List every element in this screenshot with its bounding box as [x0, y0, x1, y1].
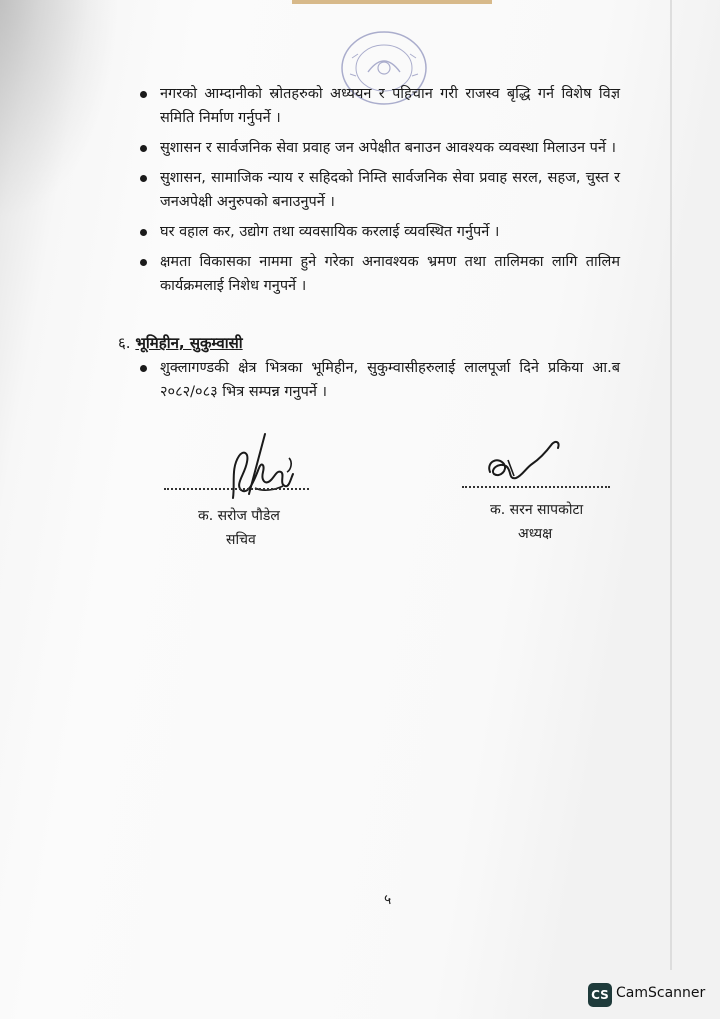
- page-shadow: [0, 0, 120, 220]
- list-item-text: सुशासन, सामाजिक न्याय र सहिदको निम्ति सार्वजनिक सेवा प्रवाह सरल, सहज, चुस्त र जनअपेक्षी अनुरुपको बनाउनुपर्ने ।: [160, 170, 620, 210]
- list-item-text: सुशासन र सार्वजनिक सेवा प्रवाह जन अपेक्षीत बनाउन आवश्यक व्यवस्था मिलाउन पर्ने ।: [160, 140, 616, 156]
- bullet-dot-icon: [140, 175, 147, 182]
- bullet-dot-icon: [140, 145, 147, 152]
- camscanner-logo-icon: CS: [588, 983, 612, 1007]
- list-item: [140, 220, 620, 244]
- list-item-text: क्षमता विकासका नाममा हुने गरेका अनावश्यक भ्रमण तथा तालिमका लागि तालिम कार्यक्रमलाई निशेध गनुपर्ने ।: [160, 254, 620, 294]
- list-item: [140, 136, 620, 160]
- paper-edge: [670, 0, 672, 970]
- camscanner-watermark: CamScanner: [616, 985, 706, 1001]
- left-signature-icon: [205, 428, 305, 506]
- top-tape-strip: [292, 0, 492, 4]
- right-signature-line: [462, 486, 610, 488]
- list-item-text: नगरको आम्दानीको स्रोतहरुको अध्ययन र पहिचान गरी राजस्व बृद्धि गर्न विशेष विज्ञ समिति निर्माण गर्नुपर्ने ।: [160, 86, 620, 126]
- section-bullet-list: [140, 356, 620, 410]
- section-heading: [118, 332, 243, 354]
- page-number: ५: [384, 892, 392, 908]
- left-signature-line: [164, 488, 309, 490]
- list-item-text: शुक्लागण्डकी क्षेत्र भित्रका भूमिहीन, सुकुम्वासीहरुलाई लालपूर्जा दिने प्रकिया आ.ब २०८२/०८३ भित्र सम्पन्न गनुपर्ने ।: [160, 360, 620, 400]
- right-signatory-title: अध्यक्ष: [518, 526, 553, 542]
- bullet-dot-icon: [140, 365, 147, 372]
- section-title: भूमिहीन, सुकुम्वासी: [135, 334, 243, 352]
- bullet-dot-icon: [140, 91, 147, 98]
- right-signature-icon: [478, 432, 568, 490]
- list-item: [140, 356, 620, 404]
- list-item: [140, 82, 620, 130]
- right-signatory-name: क. सरन सापकोटा: [490, 502, 584, 518]
- left-signatory-name: क. सरोज पौडेल: [198, 508, 280, 524]
- bullet-dot-icon: [140, 259, 147, 266]
- bullet-list: [140, 82, 620, 304]
- list-item: [140, 166, 620, 214]
- left-signatory-title: सचिव: [226, 532, 256, 548]
- bullet-dot-icon: [140, 229, 147, 236]
- list-item-text: घर वहाल कर, उद्योग तथा व्यवसायिक करलाई व्यवस्थित गर्नुपर्ने ।: [160, 224, 500, 240]
- section-number: ६.: [118, 334, 131, 352]
- list-item: [140, 250, 620, 298]
